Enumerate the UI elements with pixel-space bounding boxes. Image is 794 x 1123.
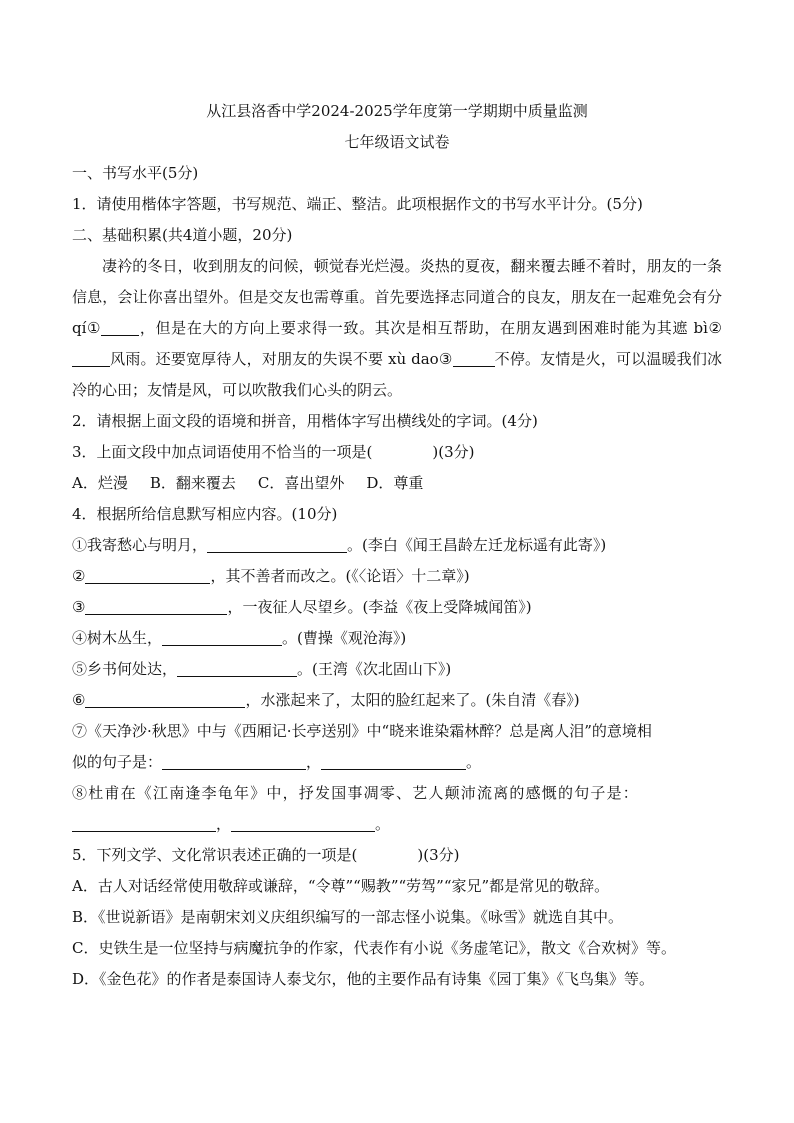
question-3	[72, 437, 722, 468]
q4-item-7-line2	[72, 747, 722, 778]
q4-item-8-mid: ，	[216, 815, 232, 833]
q4-blank-4[interactable]	[162, 627, 282, 646]
answer-blank-1[interactable]	[101, 317, 139, 336]
q4-blank-5[interactable]	[177, 658, 297, 677]
q4-blank-8a[interactable]	[72, 813, 216, 832]
question-1: 1．请使用楷体字答题，书写规范、端正、整洁。此项根据作文的书写水平计分。(5分)	[72, 195, 643, 213]
q5-option-a[interactable]: A．古人对话经常使用敬辞或谦辞，“令尊”“赐教”“劳驾”“家兄”都是常见的敬辞。	[72, 877, 610, 895]
q4-item-7-line1: ⑦《天净沙·秋思》中与《西厢记·长亭送别》中“晓来谁染霜林醉？总是离人泪”的意境相	[72, 722, 652, 740]
q3-option-a[interactable]: A．烂漫	[72, 474, 128, 492]
q4-item-1-post: 。(李白《闻王昌龄左迁龙标遥有此寄》)	[347, 536, 607, 554]
q4-blank-8b[interactable]	[231, 813, 375, 832]
passage-part-1: 凄衿的冬日，收到朋友的问候，顿觉春光烂漫。炎热的夏夜，翻来覆去睡不着时，朋友的一条信息，会让你喜出望外。但是交友也需尊重。首先要选择志同道合的良友，朋友在一起难免会有分 qí①	[72, 257, 722, 337]
question-5	[72, 840, 722, 871]
q5-stem: 5．下列文学、文化常识表述正确的一项是(	[72, 846, 358, 864]
q4-item-2	[72, 561, 722, 592]
q4-blank-1[interactable]	[207, 534, 347, 553]
q4-item-1-pre: ①我寄愁心与明月，	[72, 536, 208, 554]
q4-item-6-post: ，水涨起来了，太阳的脸红起来了。(朱自清《春》)	[245, 691, 580, 709]
q4-item-5	[72, 654, 722, 685]
answer-blank-2[interactable]	[72, 348, 110, 367]
q3-score: )(3分)	[432, 443, 475, 461]
passage-part-4: 不停。友情是火，可以温暖我们冰冷的心田；友情是风，可以吹散我们心头的阴云。	[72, 350, 722, 399]
q5-option-b[interactable]: B．《世说新语》是南朝宋刘义庆组织编写的一部志怪小说集。《咏雪》就选自其中。	[72, 908, 624, 926]
q4-item-2-post: ，其不善者而改之。(《〈论语〉十二章》)	[210, 567, 470, 585]
q3-options	[72, 468, 722, 499]
q3-option-b[interactable]: B．翻来覆去	[149, 474, 236, 492]
q4-item-6-pre: ⑥	[72, 691, 86, 709]
q4-item-8-line1: ⑧杜甫在《江南逢李龟年》中，抒发国事凋零、艺人颠沛流离的感慨的句子是：	[72, 784, 640, 802]
q4-item-4-pre: ④树木丛生，	[72, 629, 163, 647]
q4-item-7-mid: ，	[306, 753, 322, 771]
q5-option-d[interactable]: D．《金色花》的作者是泰国诗人泰戈尔，他的主要作品有诗集《园丁集》《飞鸟集》等。	[72, 970, 655, 988]
section1-heading: 一、书写水平(5分)	[72, 164, 199, 182]
q4-item-2-pre: ②	[72, 567, 86, 585]
q4-blank-2[interactable]	[85, 565, 210, 584]
q4-blank-7a[interactable]	[162, 751, 306, 770]
q3-option-d[interactable]: D．尊重	[366, 474, 424, 492]
q4-item-4	[72, 623, 722, 654]
q4-item-7-pre: 似的句子是：	[72, 753, 163, 771]
q4-blank-6[interactable]	[85, 689, 245, 708]
passage-part-2: ，但是在大的方向上要求得一致。其次是相互帮助，在朋友遇到困难时能为其遮 bì②	[139, 319, 722, 337]
q4-item-3-post: ，一夜征人尽望乡。(李益《夜上受降城闻笛》)	[227, 598, 532, 616]
q3-stem: 3．上面文段中加点词语使用不恰当的一项是(	[72, 443, 373, 461]
q5-score: )(3分)	[417, 846, 460, 864]
exam-title: 从江县洛香中学2024-2025学年度第一学期期中质量监测	[206, 102, 588, 120]
q4-item-3-pre: ③	[72, 598, 86, 616]
passage-part-3: 风雨。还要宽厚待人，对朋友的失误不要 xù dao③	[110, 350, 453, 368]
question-2: 2．请根据上面文段的语境和拼音，用楷体字写出横线处的字词。(4分)	[72, 412, 538, 430]
q3-option-c[interactable]: C．喜出望外	[257, 474, 345, 492]
section2-heading: 二、基础积累(共4道小题，20分)	[72, 226, 293, 244]
q4-item-8-end: 。	[375, 815, 391, 833]
answer-blank-3[interactable]	[453, 348, 495, 367]
q4-item-4-post: 。(曹操《观沧海》)	[282, 629, 407, 647]
q4-item-7-end: 。	[466, 753, 482, 771]
q4-item-1	[72, 530, 722, 561]
q4-item-8-line2	[72, 809, 722, 840]
q4-blank-3[interactable]	[85, 596, 227, 615]
q4-blank-7b[interactable]	[321, 751, 466, 770]
exam-subtitle: 七年级语文试卷	[344, 133, 450, 151]
question-4: 4．根据所给信息默写相应内容。(10分)	[72, 505, 338, 523]
q4-item-5-post: 。(王湾《次北固山下》)	[297, 660, 452, 678]
q4-item-5-pre: ⑤乡书何处达，	[72, 660, 178, 678]
q4-item-6	[72, 685, 722, 716]
reading-passage	[72, 251, 722, 406]
q5-option-c[interactable]: C．史铁生是一位坚持与病魔抗争的作家，代表作有小说《务虚笔记》，散文《合欢树》等。	[72, 939, 676, 957]
q4-item-3	[72, 592, 722, 623]
